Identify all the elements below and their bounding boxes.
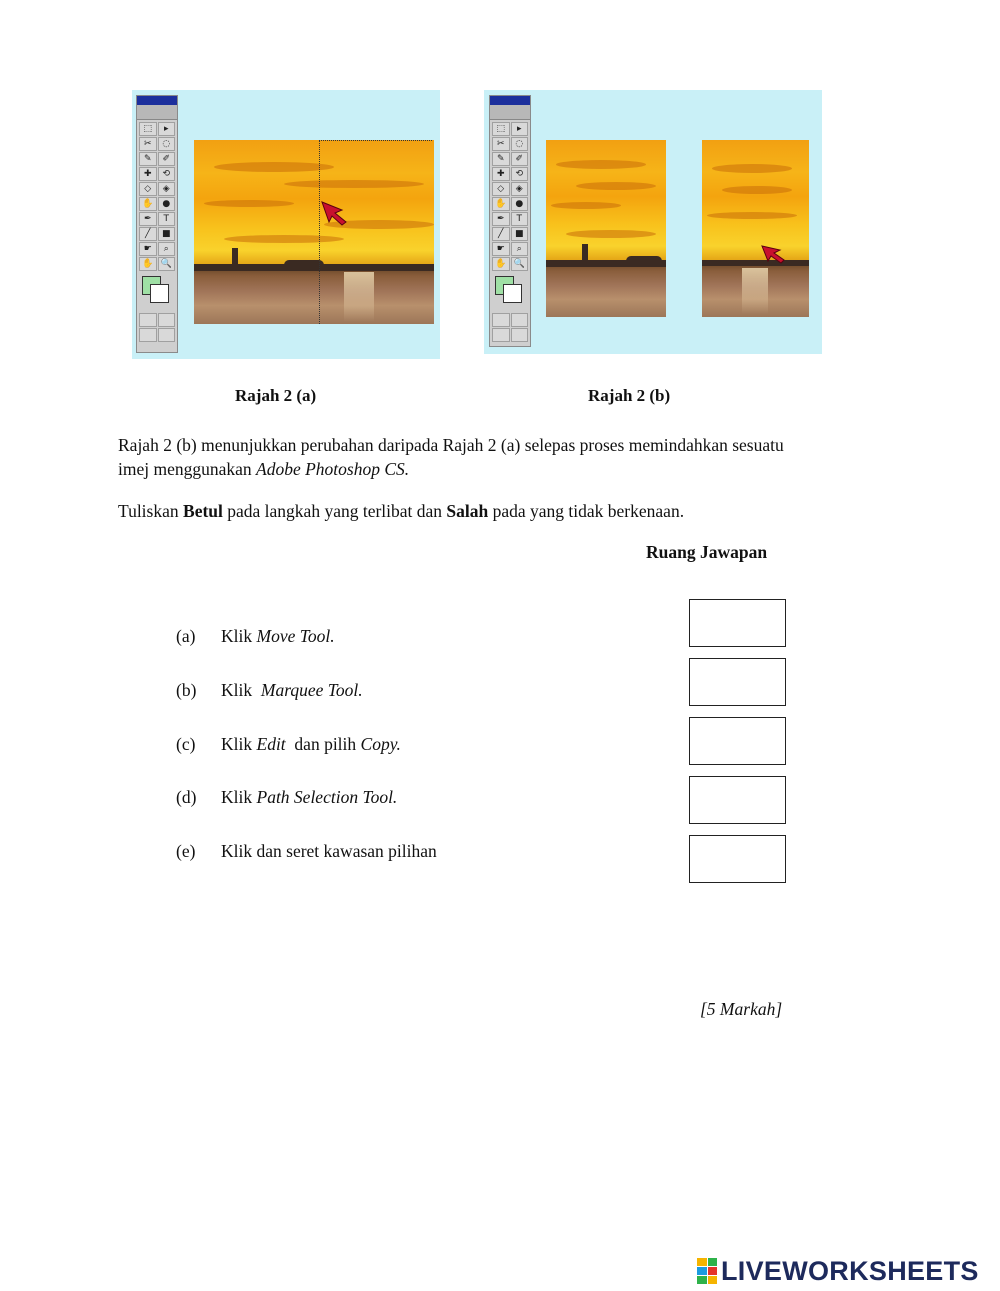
move-tool-icon: ▸ xyxy=(511,122,529,136)
marks-label: [5 Markah] xyxy=(700,999,783,1019)
question-c-command: Copy. xyxy=(360,734,401,754)
toolbox-titlebar xyxy=(137,96,177,105)
task-text-1: Tuliskan xyxy=(118,501,184,521)
brush-tool-icon: ⟲ xyxy=(158,167,176,181)
mode-buttons xyxy=(490,313,530,344)
toolbox-logo xyxy=(490,105,530,120)
task-text-2: pada langkah yang terlibat dan xyxy=(222,501,447,521)
sunset-photo-moved-part xyxy=(702,140,809,317)
eraser-tool-icon: ✋ xyxy=(492,197,510,211)
notes-tool-icon: ☛ xyxy=(139,242,157,256)
slice-tool-icon: ✐ xyxy=(158,152,176,166)
eyedropper-tool-icon: ⌕ xyxy=(158,242,176,256)
keyword-betul: Betul xyxy=(183,501,223,521)
pen-tool-icon: ✒ xyxy=(139,212,157,226)
figure-2b-panel xyxy=(484,90,822,354)
question-c-prefix: Klik xyxy=(221,734,257,754)
lasso-tool-icon: ✂ xyxy=(139,137,157,151)
question-c-letter: (c) xyxy=(176,734,196,754)
standard-mode-icon xyxy=(492,313,510,327)
liveworksheets-badge-icon xyxy=(697,1258,717,1284)
intro-paragraph xyxy=(118,433,918,481)
question-d-prefix: Klik xyxy=(221,787,257,807)
selection-marquee-line xyxy=(319,140,320,324)
intro-line-1: Rajah 2 (b) menunjukkan perubahan daripada Rajah 2 (a) selepas proses memindahkan sesuatu xyxy=(118,435,784,455)
question-a-prefix: Klik xyxy=(221,626,257,646)
answer-box-d[interactable] xyxy=(689,776,786,824)
question-d-text xyxy=(221,787,397,808)
question-a-letter: (a) xyxy=(176,626,196,646)
question-c-menu: Edit xyxy=(256,734,286,754)
history-brush-tool-icon: ◈ xyxy=(511,182,529,196)
answer-box-a[interactable] xyxy=(689,599,786,647)
crop-tool-icon: ✎ xyxy=(492,152,510,166)
task-instruction xyxy=(118,499,918,523)
quickmask-mode-icon xyxy=(158,313,176,327)
healing-tool-icon: ✚ xyxy=(492,167,510,181)
toolbox-titlebar xyxy=(490,96,530,105)
quickmask-mode-icon xyxy=(511,313,529,327)
marquee-tool-icon: ⬚ xyxy=(139,122,157,136)
question-b-prefix: Klik xyxy=(221,680,261,700)
type-tool-icon: T xyxy=(511,212,529,226)
question-d-letter: (d) xyxy=(176,787,197,807)
mode-buttons xyxy=(137,313,177,344)
eyedropper-tool-icon: ⌕ xyxy=(511,242,529,256)
toolbox-logo xyxy=(137,105,177,120)
zoom-tool-icon: 🔍 xyxy=(511,257,529,271)
question-c-middle: dan pilih xyxy=(285,734,361,754)
answer-box-e[interactable] xyxy=(689,835,786,883)
answer-space-header: Ruang Jawapan xyxy=(646,542,768,562)
question-b-tool: Marquee Tool. xyxy=(260,680,363,700)
color-swatches xyxy=(492,274,528,310)
lasso-tool-icon: ✂ xyxy=(492,137,510,151)
shape-tool-icon: ■ xyxy=(511,227,529,241)
hand-tool-icon: ✋ xyxy=(492,257,510,271)
intro-line-2-text: imej menggunakan xyxy=(118,459,257,479)
marquee-tool-icon: ⬚ xyxy=(492,122,510,136)
standard-mode-icon xyxy=(139,313,157,327)
question-b-text xyxy=(221,680,363,701)
photoshop-toolbox xyxy=(489,95,531,347)
slice-tool-icon: ✐ xyxy=(511,152,529,166)
stamp-tool-icon: ◇ xyxy=(492,182,510,196)
tool-grid xyxy=(490,120,530,271)
blur-tool-icon: ● xyxy=(158,197,176,211)
selection-marquee-top xyxy=(319,140,432,141)
move-tool-icon: ▸ xyxy=(158,122,176,136)
type-tool-icon: T xyxy=(158,212,176,226)
software-name: Adobe Photoshop CS. xyxy=(256,459,410,479)
notes-tool-icon: ☛ xyxy=(492,242,510,256)
question-a-text xyxy=(221,626,335,647)
cursor-arrow-icon xyxy=(760,244,790,264)
photoshop-toolbox xyxy=(136,95,178,353)
history-brush-tool-icon: ◈ xyxy=(158,182,176,196)
answer-box-c[interactable] xyxy=(689,717,786,765)
intro-line-2 xyxy=(118,457,918,481)
screen-mode-icon xyxy=(139,328,157,342)
eraser-tool-icon: ✋ xyxy=(139,197,157,211)
background-color-swatch xyxy=(150,284,169,303)
answer-box-b[interactable] xyxy=(689,658,786,706)
path-selection-tool-icon: ╱ xyxy=(139,227,157,241)
caption-figure-2a: Rajah 2 (a) xyxy=(235,386,317,405)
tool-grid xyxy=(137,120,177,271)
stamp-tool-icon: ◇ xyxy=(139,182,157,196)
shape-tool-icon: ■ xyxy=(158,227,176,241)
jump-to-icon xyxy=(511,328,529,342)
liveworksheets-logo xyxy=(697,1256,979,1286)
crop-tool-icon: ✎ xyxy=(139,152,157,166)
pen-tool-icon: ✒ xyxy=(492,212,510,226)
blur-tool-icon: ● xyxy=(511,197,529,211)
liveworksheets-wordmark: LIVEWORKSHEETS xyxy=(721,1255,979,1286)
path-selection-tool-icon: ╱ xyxy=(492,227,510,241)
magic-wand-tool-icon: ◌ xyxy=(511,137,529,151)
task-text-3: pada yang tidak berkenaan. xyxy=(488,501,685,521)
color-swatches xyxy=(139,274,175,310)
healing-tool-icon: ✚ xyxy=(139,167,157,181)
question-b-letter: (b) xyxy=(176,680,197,700)
brush-tool-icon: ⟲ xyxy=(511,167,529,181)
sunset-photo xyxy=(194,140,434,324)
question-d-tool: Path Selection Tool. xyxy=(256,787,398,807)
question-e-letter: (e) xyxy=(176,841,196,861)
caption-figure-2b: Rajah 2 (b) xyxy=(588,386,671,405)
magic-wand-tool-icon: ◌ xyxy=(158,137,176,151)
sunset-photo-left-part xyxy=(546,140,666,317)
screen-mode-icon xyxy=(492,328,510,342)
jump-to-icon xyxy=(158,328,176,342)
figure-2a-panel xyxy=(132,90,440,359)
zoom-tool-icon: 🔍 xyxy=(158,257,176,271)
question-a-tool: Move Tool. xyxy=(256,626,335,646)
keyword-salah: Salah xyxy=(446,501,489,521)
hand-tool-icon: ✋ xyxy=(139,257,157,271)
question-c-text xyxy=(221,734,401,755)
cursor-arrow-icon xyxy=(320,200,350,226)
question-e-text: Klik dan seret kawasan pilihan xyxy=(221,841,437,861)
background-color-swatch xyxy=(503,284,522,303)
